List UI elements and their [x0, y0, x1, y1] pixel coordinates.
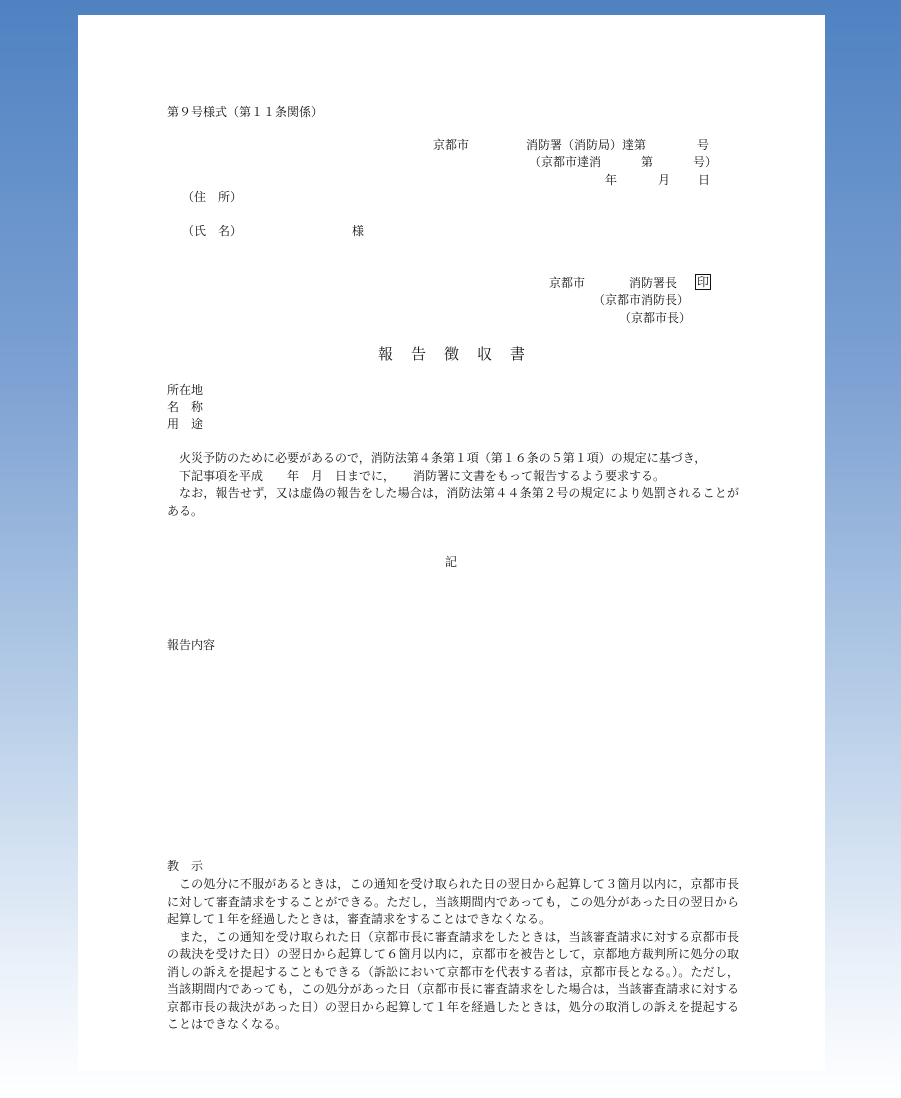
form-id: 第９号様式（第１１条関係）: [167, 105, 324, 119]
request-body: [167, 450, 739, 520]
recipient-name-label: （氏 名）: [182, 224, 243, 238]
field-location-label: 所在地: [167, 383, 204, 397]
notice-paragraph-1: この処分に不服があるときは，この通知を受け取られた日の翌日から起算して３箇月以内に，京都市長に対して審査請求をすることができる。ただし，当該期間内であっても，この処分があった日の翌日から起算して１年を経過したときは，審査請求をすることはできなくなる。: [167, 877, 739, 926]
sender-title: 消防署長: [629, 276, 678, 290]
issue-month-label: 月: [658, 173, 671, 187]
document-page: [78, 15, 825, 1071]
request-paragraph-1: 火災予防のために必要があるので，消防法第４条第１項（第１６条の５第１項）の規定に基づき，: [179, 451, 707, 465]
notice-body: [167, 876, 739, 1034]
recipient-address-label: （住 所）: [182, 190, 243, 204]
recipient-honorific: 様: [352, 224, 365, 238]
issue-day-label: 日: [698, 173, 711, 187]
issuer-alt-ref-mid: 第: [641, 155, 654, 169]
request-paragraph-2: なお，報告せず，又は虚偽の報告をした場合は，消防法第４４条第２号の規定により処罰されることがある。: [167, 486, 739, 518]
sender-alt-2: （京都市長）: [619, 311, 692, 325]
issuer-number-suffix: 号: [697, 138, 710, 152]
ki-heading: 記: [445, 555, 458, 569]
report-content-label: 報告内容: [167, 638, 216, 652]
issuer-alt-ref: （京都市達消: [529, 155, 602, 169]
seal-box: [695, 274, 711, 291]
field-use-label: 用 途: [167, 417, 204, 431]
document-title: 報告徴収書: [377, 345, 543, 363]
seal-mark: 印: [697, 275, 710, 289]
sender-alt-1: （京都市消防長）: [593, 293, 690, 307]
request-paragraph-1b: 下記事項を平成 年 月 日までに， 消防署に文書をもって報告するよう要求する。: [179, 468, 666, 483]
notice-heading: 教 示: [167, 859, 204, 873]
notice-paragraph-2: また，この通知を受け取られた日（京都市長に審査請求をしたときは，当該審査請求に対する京都市長の裁決を受けた日）の翌日から起算して６箇月以内に，京都市を被告として，京都地方裁判所に処分の取消しの訴えを提起することもできる（訴訟において京都市を代表する者は，京都市長となる。）。ただし，当該期間内であっても，この処分があった日（京都市長に審査請求をした場合は，当該審査請求に対する京都市長の裁決があった日）の翌日から起算して１年を経過したときは，処分の取消しの訴えを提起することはできなくなる。: [167, 929, 739, 1031]
issue-year-label: 年: [605, 173, 618, 187]
field-name-label: 名 称: [167, 400, 204, 414]
issuer-city: 京都市: [433, 138, 470, 152]
issuer-office: 消防署（消防局）達第: [526, 138, 647, 152]
issuer-alt-ref-suffix: 号）: [693, 155, 718, 169]
sender-city: 京都市: [549, 276, 586, 290]
